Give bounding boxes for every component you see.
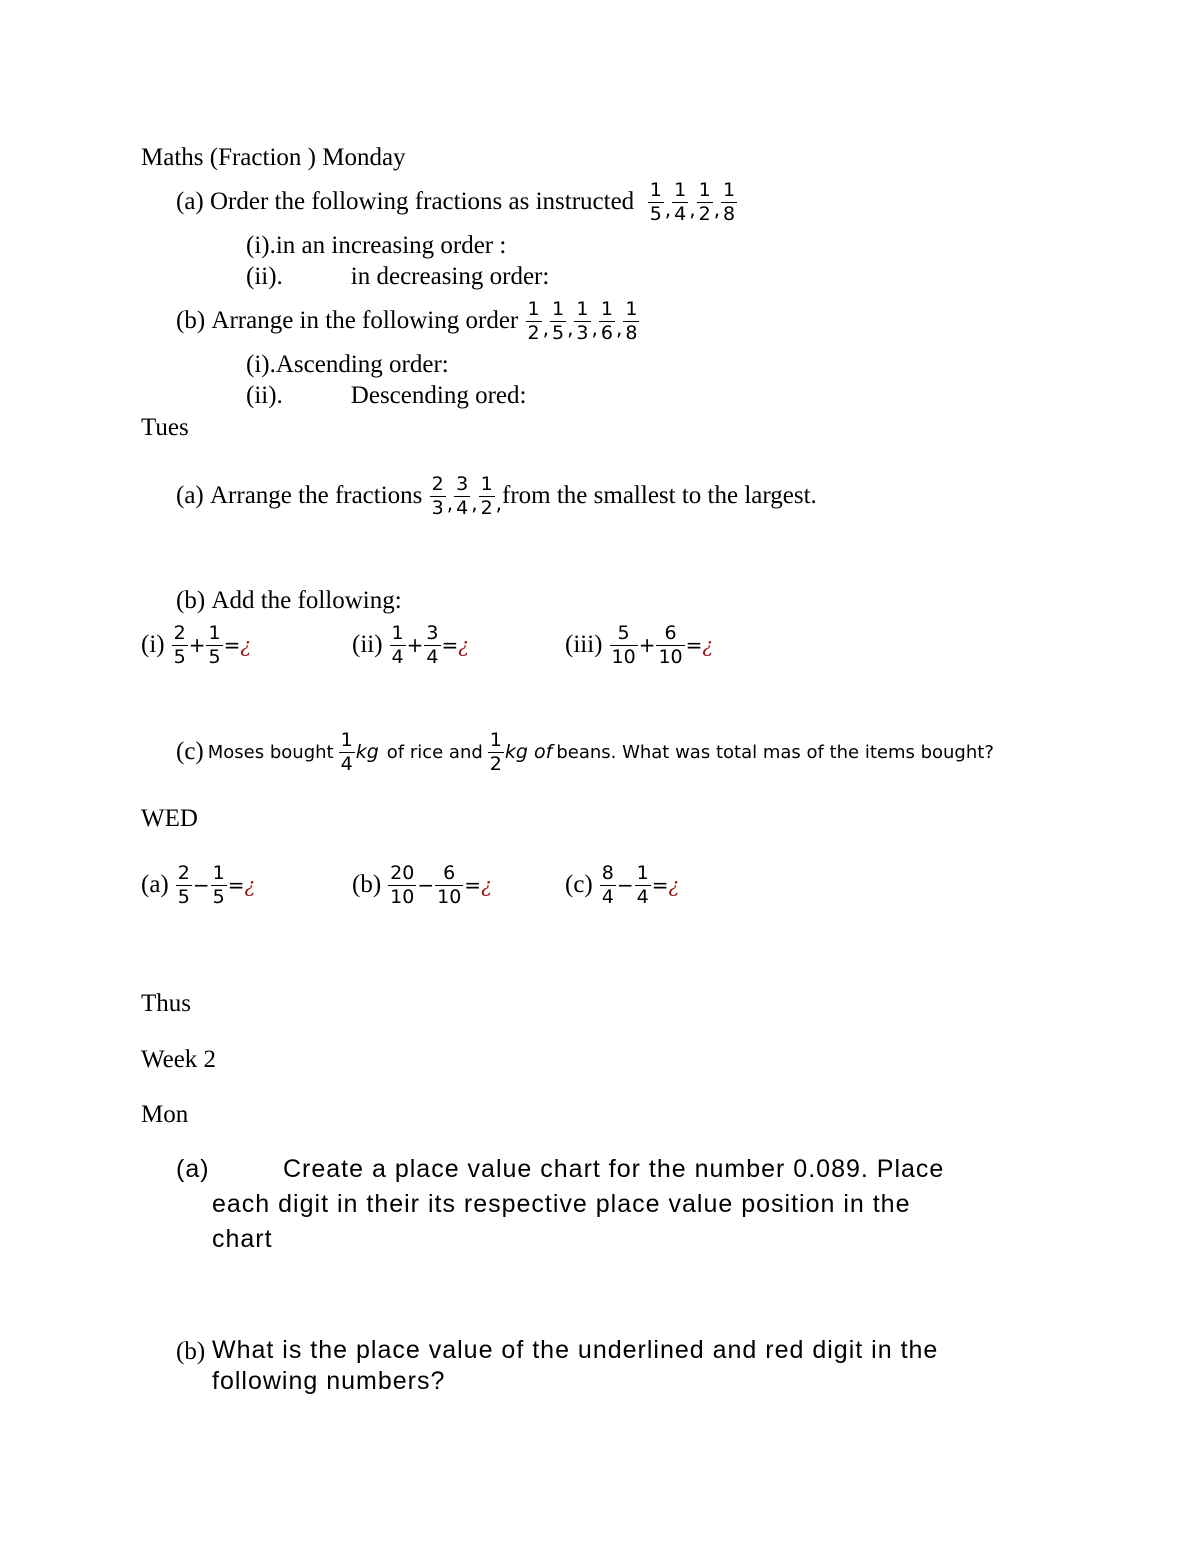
denominator: 5 [177, 885, 190, 908]
numerator: 1 [551, 297, 565, 320]
question-text: Moses bought [207, 741, 334, 763]
equals-sign: = [651, 873, 669, 897]
numerator: 1 [340, 728, 353, 751]
fraction [721, 178, 737, 225]
sub-text: Descending ored: [350, 382, 527, 409]
numerator: 1 [674, 178, 687, 201]
numerator: 1 [723, 178, 736, 201]
answer-placeholder: ¿ [458, 633, 469, 657]
question-label: (b) [176, 307, 206, 334]
denominator: 5 [649, 202, 662, 225]
denominator: 2 [489, 752, 502, 775]
answer-placeholder: ¿ [481, 873, 492, 897]
numerator: 5 [617, 621, 630, 644]
monday-question-a [176, 174, 738, 230]
comma: , [713, 196, 721, 221]
denominator: 2 [480, 496, 493, 519]
week2-question-a-line2: each digit in their its respective place value position in the [212, 1190, 911, 1218]
fraction [610, 621, 638, 668]
operator: − [417, 873, 435, 897]
fraction [388, 861, 416, 908]
week2-question-a-line3: chart [212, 1225, 273, 1253]
monday-b-ii [246, 382, 526, 410]
denominator: 5 [173, 645, 186, 668]
numerator: 1 [212, 861, 225, 884]
denominator: 6 [600, 321, 613, 344]
week2-question-a-line1: Create a place value chart for the number 0.089. Place [283, 1155, 945, 1183]
addition-item [352, 617, 469, 673]
numerator: 20 [390, 861, 415, 884]
fraction [600, 861, 616, 908]
answer-placeholder: ¿ [240, 633, 252, 657]
fraction [390, 621, 406, 668]
operator: + [638, 633, 656, 657]
week2-question-b-label: (b) [176, 1338, 206, 1365]
comma: , [446, 490, 454, 515]
numerator: 8 [601, 861, 614, 884]
week2-question-b-line1: What is the place value of the underlined and red digit in the [212, 1336, 939, 1364]
sub-label: (ii). [246, 263, 283, 290]
numerator: 1 [489, 728, 502, 751]
numerator: 2 [431, 472, 444, 495]
numerator: 1 [208, 621, 221, 644]
fraction [487, 728, 505, 775]
operator: + [188, 633, 206, 657]
monday-b-i [246, 351, 449, 379]
denominator: 10 [390, 885, 415, 908]
addition-item [565, 617, 713, 673]
denominator: 4 [601, 885, 614, 908]
denominator: 5 [212, 885, 225, 908]
question-text-after: from the smallest to the largest. [502, 482, 817, 509]
numerator: 1 [527, 297, 540, 320]
fraction [697, 178, 713, 225]
comma: , [471, 490, 478, 515]
denominator: 10 [658, 645, 683, 668]
tuesday-question-c [176, 724, 994, 780]
fraction [479, 472, 495, 519]
denominator: 3 [576, 321, 589, 344]
question-text: beans. What was total mas of the items bought? [556, 741, 994, 763]
unit-kg: kg [355, 741, 379, 763]
numerator: 1 [649, 178, 662, 201]
monday-question-b [176, 293, 640, 349]
comma: , [567, 315, 574, 340]
question-text: Order the following fractions as instructed [210, 188, 635, 215]
fraction-list [647, 178, 738, 225]
fraction [172, 621, 188, 668]
denominator: 8 [723, 202, 736, 225]
numerator: 6 [664, 621, 677, 644]
subtraction-exercises [141, 857, 841, 913]
fraction [648, 178, 664, 225]
exercise-label: (ii) [352, 631, 383, 658]
subtraction-item [352, 857, 492, 913]
numerator: 2 [177, 861, 190, 884]
denominator: 5 [551, 321, 565, 344]
fraction [206, 621, 222, 668]
comma: , [591, 315, 598, 340]
exercise-label: (i) [141, 631, 165, 658]
numerator: 3 [426, 621, 439, 644]
denominator: 4 [340, 752, 353, 775]
fraction [526, 297, 542, 344]
subtraction-item [565, 857, 679, 913]
fraction [599, 297, 615, 344]
comma: , [615, 315, 623, 340]
denominator: 8 [625, 321, 638, 344]
sub-text: Ascending order: [275, 351, 449, 378]
numerator: 1 [698, 178, 711, 201]
numerator: 1 [576, 297, 589, 320]
question-text: of rice and [386, 741, 483, 763]
question-label: (a) [176, 188, 204, 215]
subtraction-item [141, 857, 255, 913]
denominator: 10 [437, 885, 462, 908]
numerator: 1 [600, 297, 613, 320]
denominator: 4 [391, 645, 404, 668]
thursday-heading: Thus [141, 990, 191, 1017]
sub-label: (i). [246, 351, 276, 378]
question-label: (c) [176, 738, 204, 765]
question-label: (a) [176, 482, 204, 509]
fraction [211, 861, 227, 908]
numerator: 3 [456, 472, 469, 495]
sub-text: in decreasing order: [350, 263, 550, 290]
question-text: Add the following: [211, 587, 402, 614]
answer-placeholder: ¿ [702, 633, 714, 657]
sub-text: in an increasing order : [275, 232, 507, 259]
fraction [435, 861, 463, 908]
numerator: 1 [625, 297, 638, 320]
tuesday-question-a [176, 468, 817, 524]
comma: , [689, 196, 696, 221]
denominator: 5 [208, 645, 221, 668]
monday-a-i [246, 232, 506, 260]
answer-placeholder: ¿ [244, 873, 256, 897]
operator: + [406, 633, 424, 657]
denominator: 4 [426, 645, 439, 668]
equals-sign: = [227, 873, 245, 897]
equals-sign: = [441, 633, 459, 657]
fraction [176, 861, 192, 908]
week2-question-b-line2: following numbers? [212, 1367, 446, 1395]
week2-question-a-label: (a) [176, 1155, 210, 1183]
fraction [623, 297, 639, 344]
week2-heading: Week 2 [141, 1046, 217, 1073]
comma: , [542, 315, 549, 340]
comma: , [495, 490, 503, 515]
addition-exercises [141, 617, 841, 673]
operator: − [616, 873, 634, 897]
comma: , [664, 196, 672, 221]
tuesday-heading: Tues [141, 414, 189, 441]
exercise-label: (b) [352, 871, 382, 898]
exercise-label: (iii) [565, 631, 603, 658]
monday-a-ii [246, 263, 549, 291]
numerator: 6 [443, 861, 456, 884]
fraction [424, 621, 440, 668]
fraction [656, 621, 684, 668]
denominator: 4 [636, 885, 649, 908]
question-text: Arrange the fractions [210, 482, 423, 509]
numerator: 1 [391, 621, 404, 644]
numerator: 1 [636, 861, 649, 884]
equals-sign: = [464, 873, 482, 897]
fraction [338, 728, 356, 775]
sub-label: (i). [246, 232, 276, 259]
denominator: 4 [674, 202, 687, 225]
fraction [672, 178, 688, 225]
fraction [454, 472, 470, 519]
equals-sign: = [223, 633, 241, 657]
operator: − [192, 873, 210, 897]
question-label: (b) [176, 587, 206, 614]
fraction-list [525, 297, 641, 344]
denominator: 10 [611, 645, 636, 668]
denominator: 3 [431, 496, 444, 519]
fraction [339, 728, 355, 775]
unit-kg-of: kg of [504, 741, 553, 763]
numerator: 1 [480, 472, 493, 495]
exercise-label: (a) [141, 871, 169, 898]
fraction [574, 297, 590, 344]
question-text: Arrange in the following order [211, 307, 519, 334]
numerator: 2 [173, 621, 186, 644]
equals-sign: = [685, 633, 703, 657]
fraction-list [429, 472, 503, 519]
fraction [550, 297, 566, 344]
fraction [635, 861, 651, 908]
fraction [488, 728, 504, 775]
denominator: 2 [527, 321, 540, 344]
denominator: 2 [698, 202, 711, 225]
wednesday-heading: WED [141, 805, 198, 832]
sub-label: (ii). [246, 382, 283, 409]
answer-placeholder: ¿ [668, 873, 680, 897]
week2-monday-heading: Mon [141, 1101, 189, 1128]
addition-item [141, 617, 251, 673]
denominator: 4 [456, 496, 469, 519]
fraction [430, 472, 446, 519]
tuesday-question-b [176, 587, 402, 615]
page-title: Maths (Fraction ) Monday [141, 144, 406, 171]
exercise-label: (c) [565, 871, 593, 898]
